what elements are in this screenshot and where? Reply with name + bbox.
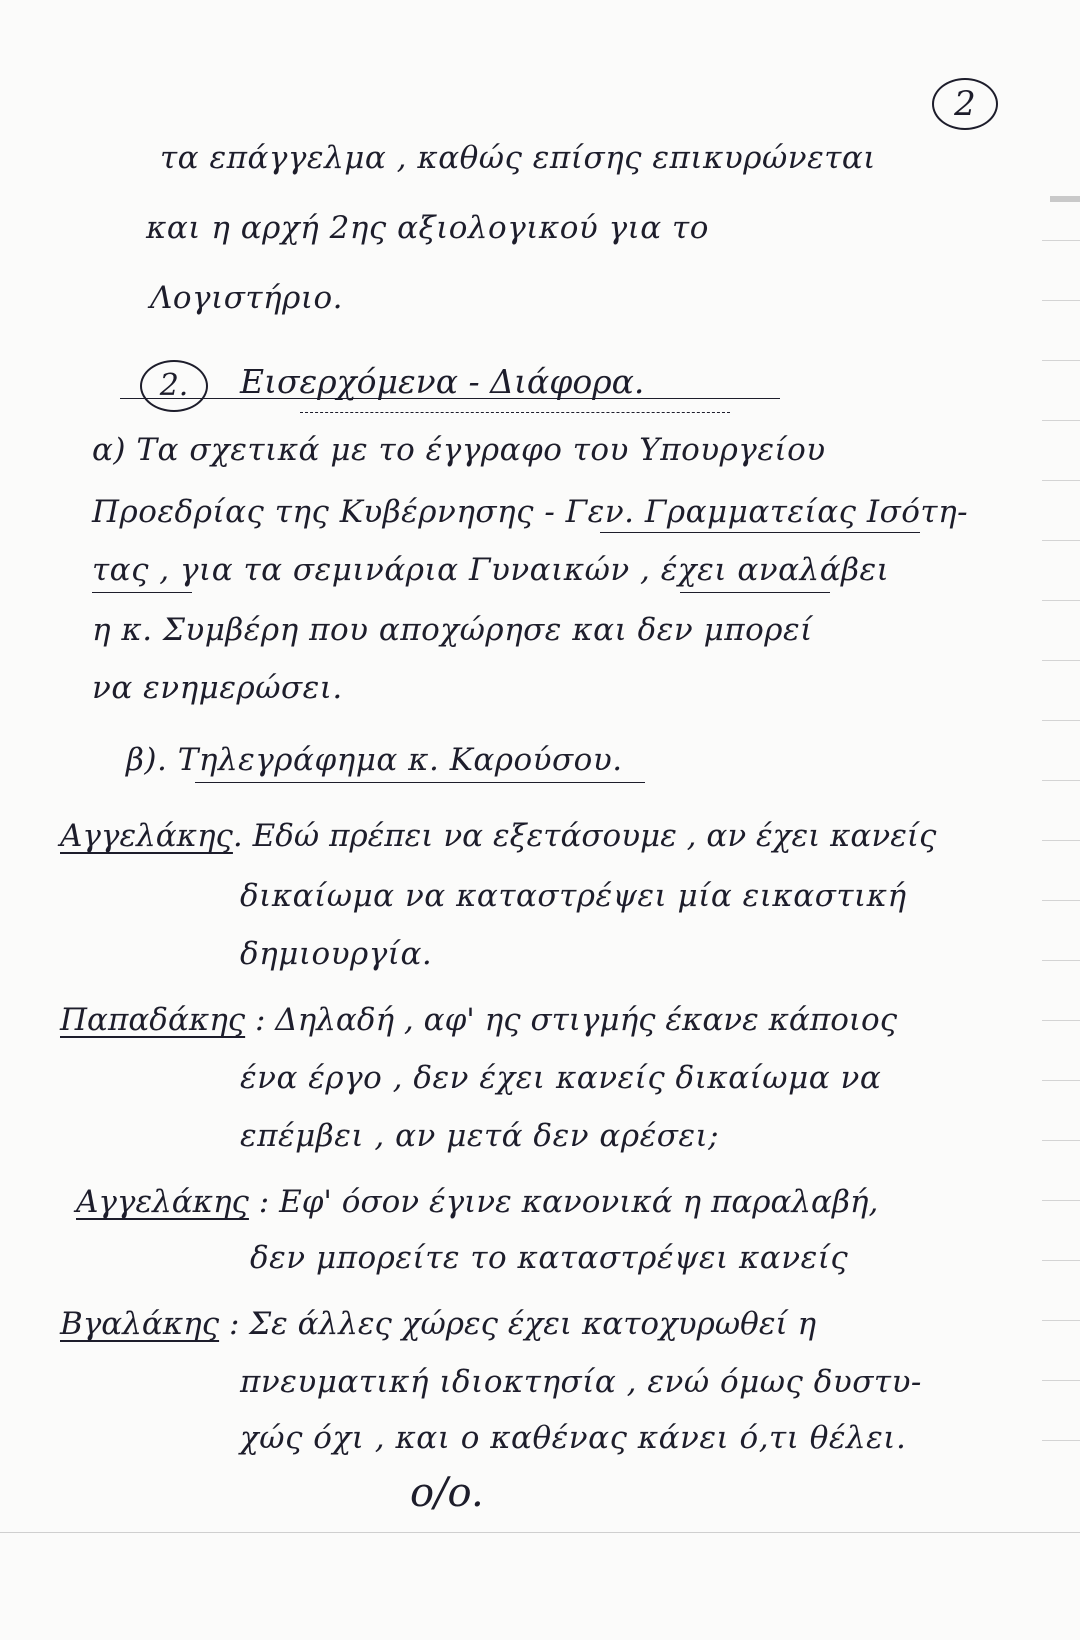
dialogue-text: δημιουργία. bbox=[240, 936, 433, 972]
end-mark: o/o. bbox=[410, 1470, 484, 1516]
underline bbox=[92, 592, 192, 593]
dialogue-text: πνευματική ιδιοκτησία , ενώ όμως δυστυ- bbox=[240, 1364, 922, 1400]
section-underline bbox=[120, 398, 780, 399]
underline bbox=[600, 532, 920, 533]
text-line: η κ. Συμβέρη που αποχώρησε και δεν μπορεί bbox=[92, 612, 813, 648]
text-line: τας , για τα σεμινάρια Γυναικών , έχει αναλάβει bbox=[92, 552, 890, 588]
speaker-line: Αγγελάκης : Εφ' όσον έγινε κανονικά η παραλαβή, bbox=[76, 1184, 879, 1220]
text-line: τα επάγγελμα , καθώς επίσης επικυρώνεται bbox=[160, 140, 876, 176]
underline bbox=[195, 782, 645, 783]
dialogue-text: Εδώ πρέπει να εξετάσουμε , αν έχει κανείς bbox=[252, 818, 937, 854]
dialogue-text: Εφ' όσον έγινε κανονικά η παραλαβή, bbox=[279, 1184, 879, 1220]
speaker-name: Βγαλάκης bbox=[60, 1306, 220, 1342]
speaker-line: Παπαδάκης : Δηλαδή , αφ' ης στιγμής έκανε κάποιος bbox=[60, 1002, 898, 1038]
text-line: να ενημερώσει. bbox=[92, 670, 343, 706]
text-line: Προεδρίας της Κυβέρνησης - Γεν. Γραμματείας Ισότη- bbox=[92, 494, 969, 530]
dialogue-text: επέμβει , αν μετά δεν αρέσει; bbox=[240, 1118, 720, 1154]
dialogue-text: Δηλαδή , αφ' ης στιγμής έκανε κάποιος bbox=[275, 1002, 898, 1038]
text-line: Λογιστήριο. bbox=[150, 280, 344, 316]
section-number: 2. bbox=[140, 360, 208, 412]
text-line: και η αρχή 2ης αξιολογικού για το bbox=[146, 210, 709, 246]
text-line: α) Τα σχετικά με το έγγραφο του Υπουργείου bbox=[92, 432, 826, 468]
dialogue-text: ένα έργο , δεν έχει κανείς δικαίωμα να bbox=[240, 1060, 882, 1096]
binder-mark bbox=[1050, 196, 1080, 202]
paper-edge-lines bbox=[1040, 0, 1080, 1640]
item-b-heading: β). Τηλεγράφημα κ. Καρούσου. bbox=[126, 742, 623, 778]
underline bbox=[680, 592, 830, 593]
speaker-name: Αγγελάκης bbox=[60, 818, 233, 854]
speaker-name: Παπαδάκης bbox=[60, 1002, 246, 1038]
speaker-name: Αγγελάκης bbox=[76, 1184, 249, 1220]
dialogue-text: χώς όχι , και ο καθένας κάνει ό,τι θέλει. bbox=[240, 1420, 907, 1456]
dialogue-text: Σε άλλες χώρες έχει κατοχυρωθεί η bbox=[249, 1306, 817, 1342]
speaker-line: Βγαλάκης : Σε άλλες χώρες έχει κατοχυρωθεί η bbox=[60, 1306, 817, 1342]
dialogue-text: δικαίωμα να καταστρέψει μία εικαστική bbox=[240, 878, 907, 914]
speaker-line: Αγγελάκης. Εδώ πρέπει να εξετάσουμε , αν έχει κανείς bbox=[60, 818, 937, 854]
section-underline-dashed bbox=[300, 412, 730, 413]
dialogue-text: δεν μπορείτε το καταστρέψει κανείς bbox=[250, 1240, 849, 1276]
bottom-rule bbox=[0, 1532, 1080, 1533]
page-number: 2 bbox=[932, 78, 998, 130]
section-title: Εισερχόμενα - Διάφορα. bbox=[240, 362, 645, 401]
